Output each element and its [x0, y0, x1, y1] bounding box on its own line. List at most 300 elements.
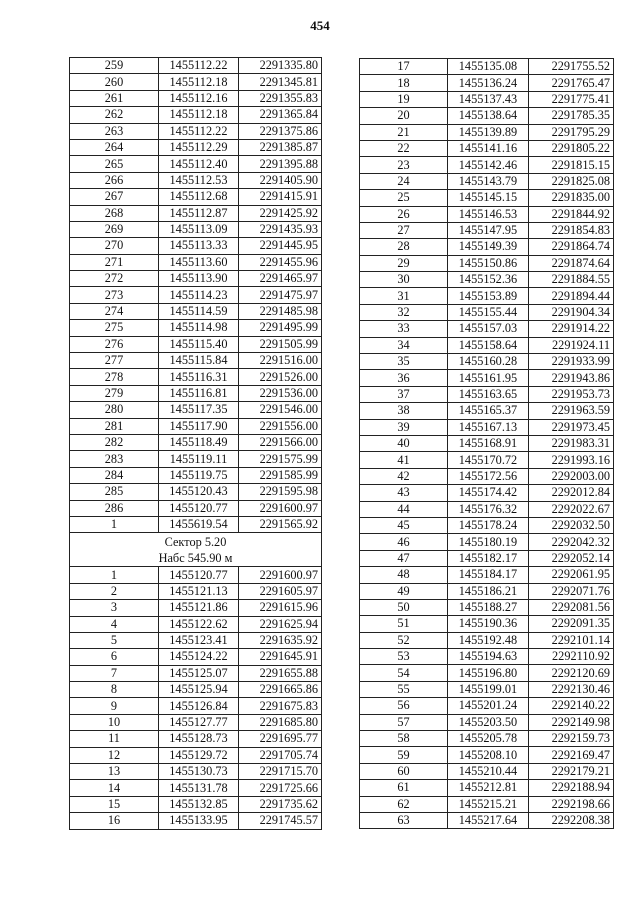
y-coordinate-cell: 2291405.90	[239, 172, 322, 188]
point-number-cell: 14	[70, 780, 159, 796]
point-number-cell: 40	[360, 435, 448, 451]
y-coordinate-cell: 2291635.92	[239, 632, 322, 648]
point-number-cell: 262	[70, 107, 159, 123]
point-number-cell: 62	[360, 796, 448, 812]
x-coordinate-cell: 1455619.54	[159, 516, 239, 532]
point-number-cell: 17	[360, 59, 448, 75]
x-coordinate-cell: 1455147.95	[448, 222, 529, 238]
x-coordinate-cell: 1455174.42	[448, 485, 529, 501]
table-row	[70, 583, 322, 599]
y-coordinate-cell: 2291864.74	[529, 239, 614, 255]
y-coordinate-cell: 2291874.64	[529, 255, 614, 271]
x-coordinate-cell: 1455127.77	[159, 714, 239, 730]
table-row	[360, 190, 614, 206]
point-number-cell: 44	[360, 501, 448, 517]
y-coordinate-cell: 2291526.00	[239, 369, 322, 385]
point-number-cell: 15	[70, 796, 159, 812]
sector-header-row	[70, 533, 322, 567]
point-number-cell: 3	[70, 600, 159, 616]
point-number-cell: 31	[360, 288, 448, 304]
table-row	[70, 714, 322, 730]
table-row	[360, 731, 614, 747]
table-row	[70, 254, 322, 270]
table-row	[70, 632, 322, 648]
x-coordinate-cell: 1455120.77	[159, 500, 239, 516]
x-coordinate-cell: 1455165.37	[448, 403, 529, 419]
x-coordinate-cell: 1455112.16	[159, 90, 239, 106]
x-coordinate-cell: 1455155.44	[448, 304, 529, 320]
x-coordinate-cell: 1455112.22	[159, 58, 239, 74]
x-coordinate-cell: 1455112.18	[159, 74, 239, 90]
y-coordinate-cell: 2291924.11	[529, 337, 614, 353]
table-row	[70, 780, 322, 796]
point-number-cell: 26	[360, 206, 448, 222]
point-number-cell: 13	[70, 764, 159, 780]
point-number-cell: 279	[70, 385, 159, 401]
table-row	[70, 649, 322, 665]
point-number-cell: 282	[70, 434, 159, 450]
y-coordinate-cell: 2291705.74	[239, 747, 322, 763]
y-coordinate-cell: 2291983.31	[529, 435, 614, 451]
y-coordinate-cell: 2291375.86	[239, 123, 322, 139]
y-coordinate-cell: 2291655.88	[239, 665, 322, 681]
x-coordinate-cell: 1455192.48	[448, 632, 529, 648]
x-coordinate-cell: 1455199.01	[448, 681, 529, 697]
table-row	[70, 271, 322, 287]
point-number-cell: 261	[70, 90, 159, 106]
y-coordinate-cell: 2291735.62	[239, 796, 322, 812]
x-coordinate-cell: 1455145.15	[448, 190, 529, 206]
table-row	[360, 796, 614, 812]
y-coordinate-cell: 2292140.22	[529, 698, 614, 714]
y-coordinate-cell: 2291665.86	[239, 682, 322, 698]
y-coordinate-cell: 2291595.98	[239, 484, 322, 500]
y-coordinate-cell: 2291345.81	[239, 74, 322, 90]
y-coordinate-cell: 2292091.35	[529, 616, 614, 632]
sector-title: Сектор 5.20	[164, 534, 227, 549]
y-coordinate-cell: 2291556.00	[239, 418, 322, 434]
point-number-cell: 275	[70, 320, 159, 336]
table-row	[70, 287, 322, 303]
table-row	[70, 353, 322, 369]
y-coordinate-cell: 2291505.99	[239, 336, 322, 352]
point-number-cell: 47	[360, 550, 448, 566]
x-coordinate-cell: 1455172.56	[448, 468, 529, 484]
y-coordinate-cell: 2291844.92	[529, 206, 614, 222]
y-coordinate-cell: 2291675.83	[239, 698, 322, 714]
table-row	[360, 354, 614, 370]
y-coordinate-cell: 2292179.21	[529, 763, 614, 779]
x-coordinate-cell: 1455160.28	[448, 354, 529, 370]
x-coordinate-cell: 1455201.24	[448, 698, 529, 714]
y-coordinate-cell: 2291725.66	[239, 780, 322, 796]
point-number-cell: 46	[360, 534, 448, 550]
x-coordinate-cell: 1455112.68	[159, 189, 239, 205]
point-number-cell: 7	[70, 665, 159, 681]
x-coordinate-cell: 1455132.85	[159, 796, 239, 812]
table-row	[360, 288, 614, 304]
y-coordinate-cell: 2291536.00	[239, 385, 322, 401]
coordinates-table-right	[359, 58, 614, 829]
point-number-cell: 286	[70, 500, 159, 516]
x-coordinate-cell: 1455131.78	[159, 780, 239, 796]
table-row	[360, 321, 614, 337]
x-coordinate-cell: 1455129.72	[159, 747, 239, 763]
y-coordinate-cell: 2291435.93	[239, 221, 322, 237]
y-coordinate-cell: 2291600.97	[239, 567, 322, 583]
x-coordinate-cell: 1455150.86	[448, 255, 529, 271]
x-coordinate-cell: 1455120.77	[159, 567, 239, 583]
y-coordinate-cell: 2291943.86	[529, 370, 614, 386]
y-coordinate-cell: 2291455.96	[239, 254, 322, 270]
x-coordinate-cell: 1455203.50	[448, 714, 529, 730]
point-number-cell: 48	[360, 567, 448, 583]
point-number-cell: 22	[360, 140, 448, 156]
table-row	[70, 238, 322, 254]
y-coordinate-cell: 2291854.83	[529, 222, 614, 238]
table-row	[360, 452, 614, 468]
page-number: 454	[310, 18, 330, 33]
table-row	[360, 124, 614, 140]
point-number-cell: 61	[360, 780, 448, 796]
y-coordinate-cell: 2291600.97	[239, 500, 322, 516]
x-coordinate-cell: 1455138.64	[448, 108, 529, 124]
point-number-cell: 276	[70, 336, 159, 352]
table-row	[70, 567, 322, 583]
table-row	[70, 516, 322, 532]
table-row	[70, 682, 322, 698]
table-row	[70, 764, 322, 780]
x-coordinate-cell: 1455178.24	[448, 517, 529, 533]
table-row	[70, 600, 322, 616]
table-row	[360, 583, 614, 599]
y-coordinate-cell: 2291835.00	[529, 190, 614, 206]
table-row	[360, 370, 614, 386]
y-coordinate-cell: 2291695.77	[239, 731, 322, 747]
point-number-cell: 36	[360, 370, 448, 386]
y-coordinate-cell: 2291973.45	[529, 419, 614, 435]
x-coordinate-cell: 1455152.36	[448, 272, 529, 288]
point-number-cell: 39	[360, 419, 448, 435]
table-row	[70, 665, 322, 681]
point-number-cell: 34	[360, 337, 448, 353]
y-coordinate-cell: 2292071.76	[529, 583, 614, 599]
x-coordinate-cell: 1455116.31	[159, 369, 239, 385]
point-number-cell: 23	[360, 157, 448, 173]
table-row	[70, 172, 322, 188]
table-row	[360, 714, 614, 730]
point-number-cell: 9	[70, 698, 159, 714]
x-coordinate-cell: 1455210.44	[448, 763, 529, 779]
y-coordinate-cell: 2292169.47	[529, 747, 614, 763]
y-coordinate-cell: 2292032.50	[529, 517, 614, 533]
x-coordinate-cell: 1455182.17	[448, 550, 529, 566]
point-number-cell: 278	[70, 369, 159, 385]
table-row	[360, 665, 614, 681]
table-row	[360, 386, 614, 402]
y-coordinate-cell: 2291385.87	[239, 139, 322, 155]
table-row	[360, 173, 614, 189]
x-coordinate-cell: 1455186.21	[448, 583, 529, 599]
y-coordinate-cell: 2291465.97	[239, 271, 322, 287]
sector-area: Набс 545.90 м	[158, 550, 233, 565]
y-coordinate-cell: 2291933.99	[529, 354, 614, 370]
point-number-cell: 51	[360, 616, 448, 632]
point-number-cell: 267	[70, 189, 159, 205]
point-number-cell: 4	[70, 616, 159, 632]
table-row	[360, 517, 614, 533]
left-bottom-rows	[70, 567, 322, 829]
right-rows	[360, 59, 614, 829]
table-row	[70, 369, 322, 385]
y-coordinate-cell: 2292052.14	[529, 550, 614, 566]
table-row	[360, 304, 614, 320]
x-coordinate-cell: 1455121.86	[159, 600, 239, 616]
table-row	[360, 649, 614, 665]
x-coordinate-cell: 1455125.07	[159, 665, 239, 681]
y-coordinate-cell: 2292130.46	[529, 681, 614, 697]
table-row	[360, 75, 614, 91]
y-coordinate-cell: 2291335.80	[239, 58, 322, 74]
y-coordinate-cell: 2292081.56	[529, 599, 614, 615]
y-coordinate-cell: 2292159.73	[529, 731, 614, 747]
y-coordinate-cell: 2292120.69	[529, 665, 614, 681]
y-coordinate-cell: 2291963.59	[529, 403, 614, 419]
point-number-cell: 54	[360, 665, 448, 681]
x-coordinate-cell: 1455114.98	[159, 320, 239, 336]
x-coordinate-cell: 1455205.78	[448, 731, 529, 747]
point-number-cell: 12	[70, 747, 159, 763]
x-coordinate-cell: 1455125.94	[159, 682, 239, 698]
y-coordinate-cell: 2291894.44	[529, 288, 614, 304]
point-number-cell: 33	[360, 321, 448, 337]
x-coordinate-cell: 1455135.08	[448, 59, 529, 75]
x-coordinate-cell: 1455126.84	[159, 698, 239, 714]
point-number-cell: 59	[360, 747, 448, 763]
x-coordinate-cell: 1455190.36	[448, 616, 529, 632]
x-coordinate-cell: 1455139.89	[448, 124, 529, 140]
x-coordinate-cell: 1455112.18	[159, 107, 239, 123]
x-coordinate-cell: 1455167.13	[448, 419, 529, 435]
table-row	[360, 616, 614, 632]
x-coordinate-cell: 1455143.79	[448, 173, 529, 189]
table-row	[70, 434, 322, 450]
y-coordinate-cell: 2291425.92	[239, 205, 322, 221]
x-coordinate-cell: 1455112.29	[159, 139, 239, 155]
sector-header-block	[70, 533, 322, 567]
y-coordinate-cell: 2291755.52	[529, 59, 614, 75]
x-coordinate-cell: 1455113.33	[159, 238, 239, 254]
x-coordinate-cell: 1455112.22	[159, 123, 239, 139]
y-coordinate-cell: 2291445.95	[239, 238, 322, 254]
x-coordinate-cell: 1455196.80	[448, 665, 529, 681]
y-coordinate-cell: 2291566.00	[239, 434, 322, 450]
y-coordinate-cell: 2291765.47	[529, 75, 614, 91]
table-row	[70, 500, 322, 516]
table-row	[70, 484, 322, 500]
table-row	[70, 731, 322, 747]
y-coordinate-cell: 2292042.32	[529, 534, 614, 550]
point-number-cell: 6	[70, 649, 159, 665]
point-number-cell: 285	[70, 484, 159, 500]
y-coordinate-cell: 2291546.00	[239, 402, 322, 418]
table-row	[360, 403, 614, 419]
point-number-cell: 28	[360, 239, 448, 255]
x-coordinate-cell: 1455112.87	[159, 205, 239, 221]
x-coordinate-cell: 1455118.49	[159, 434, 239, 450]
point-number-cell: 5	[70, 632, 159, 648]
x-coordinate-cell: 1455130.73	[159, 764, 239, 780]
table-row	[70, 336, 322, 352]
point-number-cell: 49	[360, 583, 448, 599]
x-coordinate-cell: 1455120.43	[159, 484, 239, 500]
x-coordinate-cell: 1455168.91	[448, 435, 529, 451]
point-number-cell: 56	[360, 698, 448, 714]
y-coordinate-cell: 2291914.22	[529, 321, 614, 337]
table-row	[70, 402, 322, 418]
table-row	[360, 550, 614, 566]
point-number-cell: 260	[70, 74, 159, 90]
x-coordinate-cell: 1455113.60	[159, 254, 239, 270]
x-coordinate-cell: 1455121.13	[159, 583, 239, 599]
y-coordinate-cell: 2291953.73	[529, 386, 614, 402]
y-coordinate-cell: 2292110.92	[529, 649, 614, 665]
y-coordinate-cell: 2291775.41	[529, 91, 614, 107]
x-coordinate-cell: 1455124.22	[159, 649, 239, 665]
x-coordinate-cell: 1455142.46	[448, 157, 529, 173]
table-row	[70, 107, 322, 123]
table-row	[70, 205, 322, 221]
x-coordinate-cell: 1455141.16	[448, 140, 529, 156]
x-coordinate-cell: 1455112.53	[159, 172, 239, 188]
x-coordinate-cell: 1455114.59	[159, 303, 239, 319]
table-row	[360, 239, 614, 255]
x-coordinate-cell: 1455188.27	[448, 599, 529, 615]
x-coordinate-cell: 1455212.81	[448, 780, 529, 796]
point-number-cell: 259	[70, 58, 159, 74]
table-row	[70, 418, 322, 434]
point-number-cell: 270	[70, 238, 159, 254]
table-row	[70, 90, 322, 106]
point-number-cell: 2	[70, 583, 159, 599]
table-row	[70, 221, 322, 237]
table-row	[70, 813, 322, 829]
x-coordinate-cell: 1455215.21	[448, 796, 529, 812]
table-row	[360, 157, 614, 173]
y-coordinate-cell: 2291565.92	[239, 516, 322, 532]
point-number-cell: 25	[360, 190, 448, 206]
point-number-cell: 30	[360, 272, 448, 288]
x-coordinate-cell: 1455157.03	[448, 321, 529, 337]
x-coordinate-cell: 1455119.11	[159, 451, 239, 467]
y-coordinate-cell: 2291795.29	[529, 124, 614, 140]
x-coordinate-cell: 1455184.17	[448, 567, 529, 583]
table-row	[360, 780, 614, 796]
point-number-cell: 264	[70, 139, 159, 155]
x-coordinate-cell: 1455158.64	[448, 337, 529, 353]
table-row	[360, 534, 614, 550]
coordinates-table-left	[69, 57, 322, 830]
x-coordinate-cell: 1455116.81	[159, 385, 239, 401]
table-row	[360, 140, 614, 156]
point-number-cell: 16	[70, 813, 159, 829]
point-number-cell: 280	[70, 402, 159, 418]
x-coordinate-cell: 1455117.90	[159, 418, 239, 434]
table-row	[360, 567, 614, 583]
x-coordinate-cell: 1455113.90	[159, 271, 239, 287]
left-top-rows	[70, 58, 322, 533]
point-number-cell: 50	[360, 599, 448, 615]
y-coordinate-cell: 2291475.97	[239, 287, 322, 303]
y-coordinate-cell: 2292003.00	[529, 468, 614, 484]
table-row	[360, 255, 614, 271]
x-coordinate-cell: 1455176.32	[448, 501, 529, 517]
point-number-cell: 57	[360, 714, 448, 730]
point-number-cell: 284	[70, 467, 159, 483]
point-number-cell: 27	[360, 222, 448, 238]
y-coordinate-cell: 2291415.91	[239, 189, 322, 205]
table-row	[360, 108, 614, 124]
point-number-cell: 38	[360, 403, 448, 419]
x-coordinate-cell: 1455136.24	[448, 75, 529, 91]
point-number-cell: 45	[360, 517, 448, 533]
y-coordinate-cell: 2292198.66	[529, 796, 614, 812]
y-coordinate-cell: 2291355.83	[239, 90, 322, 106]
point-number-cell: 271	[70, 254, 159, 270]
table-row	[70, 58, 322, 74]
table-row	[360, 206, 614, 222]
x-coordinate-cell: 1455119.75	[159, 467, 239, 483]
table-row	[70, 123, 322, 139]
y-coordinate-cell: 2291575.99	[239, 451, 322, 467]
point-number-cell: 24	[360, 173, 448, 189]
table-row	[70, 698, 322, 714]
x-coordinate-cell: 1455117.35	[159, 402, 239, 418]
x-coordinate-cell: 1455114.23	[159, 287, 239, 303]
point-number-cell: 273	[70, 287, 159, 303]
y-coordinate-cell: 2291904.34	[529, 304, 614, 320]
y-coordinate-cell: 2291825.08	[529, 173, 614, 189]
y-coordinate-cell: 2292149.98	[529, 714, 614, 730]
point-number-cell: 272	[70, 271, 159, 287]
point-number-cell: 37	[360, 386, 448, 402]
x-coordinate-cell: 1455149.39	[448, 239, 529, 255]
point-number-cell: 58	[360, 731, 448, 747]
table-row	[70, 303, 322, 319]
table-row	[70, 385, 322, 401]
x-coordinate-cell: 1455123.41	[159, 632, 239, 648]
y-coordinate-cell: 2291365.84	[239, 107, 322, 123]
point-number-cell: 55	[360, 681, 448, 697]
point-number-cell: 274	[70, 303, 159, 319]
y-coordinate-cell: 2291625.94	[239, 616, 322, 632]
point-number-cell: 283	[70, 451, 159, 467]
point-number-cell: 18	[360, 75, 448, 91]
y-coordinate-cell: 2291815.15	[529, 157, 614, 173]
x-coordinate-cell: 1455115.84	[159, 353, 239, 369]
y-coordinate-cell: 2291516.00	[239, 353, 322, 369]
point-number-cell: 35	[360, 354, 448, 370]
table-row	[360, 59, 614, 75]
point-number-cell: 268	[70, 205, 159, 221]
point-number-cell: 19	[360, 91, 448, 107]
table-row	[70, 156, 322, 172]
y-coordinate-cell: 2291993.16	[529, 452, 614, 468]
x-coordinate-cell: 1455163.65	[448, 386, 529, 402]
point-number-cell: 269	[70, 221, 159, 237]
y-coordinate-cell: 2292061.95	[529, 567, 614, 583]
point-number-cell: 8	[70, 682, 159, 698]
